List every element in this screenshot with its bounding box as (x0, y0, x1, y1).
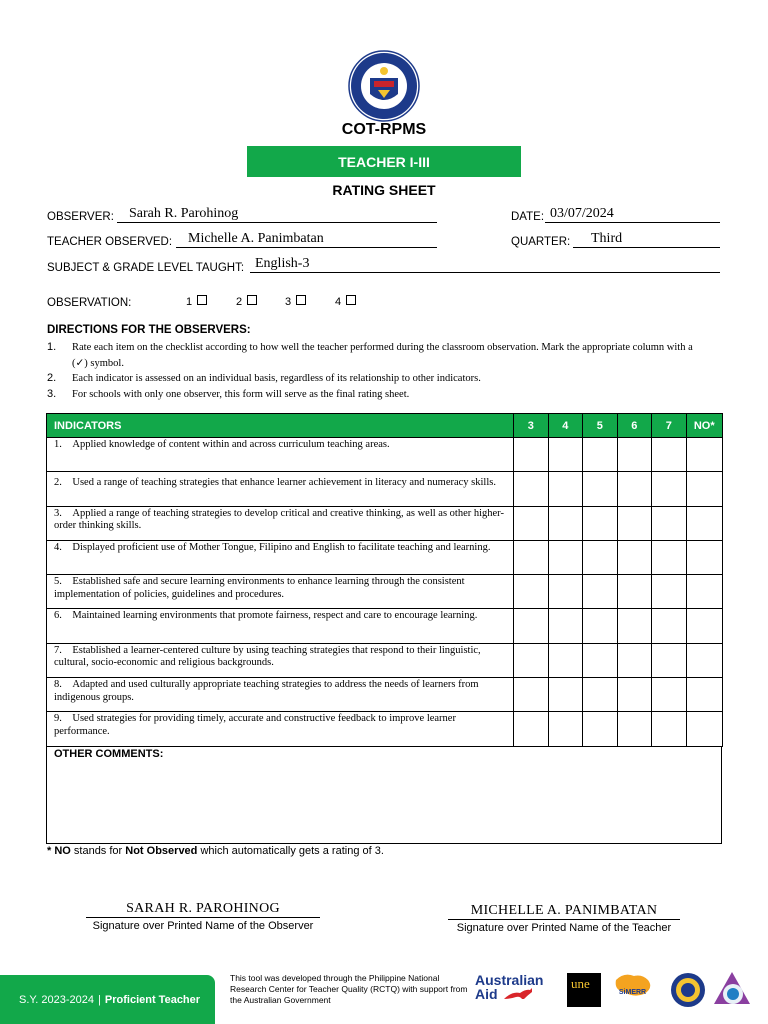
rating-cell[interactable] (514, 506, 549, 540)
column-header-4: 4 (548, 414, 583, 438)
column-header-7: 7 (652, 414, 687, 438)
quarter-label: QUARTER: (511, 236, 571, 248)
rating-cell[interactable] (686, 712, 723, 746)
indicator-text: 3. Applied a range of teaching strategies to develop critical and creative thinking, as well as other higher-order thinking skills. (47, 506, 514, 540)
rating-cell[interactable] (652, 438, 687, 472)
observer-signature-caption: Signature over Printed Name of the Observer (92, 920, 314, 932)
rating-cell[interactable] (514, 678, 549, 712)
rating-cell[interactable] (686, 540, 723, 574)
teacher-observed-label: TEACHER OBSERVED: (47, 236, 173, 248)
table-row (47, 472, 723, 506)
checkbox[interactable] (197, 295, 207, 305)
indicators-table (46, 413, 723, 747)
directions-title: DIRECTIONS FOR THE OBSERVERS: (47, 324, 251, 336)
rating-cell[interactable] (617, 506, 652, 540)
rating-cell[interactable] (617, 712, 652, 746)
rating-cell[interactable] (652, 575, 687, 609)
date-label: DATE: (511, 211, 545, 223)
observation-option-4[interactable]: 4 (335, 295, 356, 308)
rating-cell[interactable] (583, 643, 618, 677)
rating-cell[interactable] (686, 472, 723, 506)
column-header-5: 5 (583, 414, 618, 438)
rating-cell[interactable] (652, 506, 687, 540)
table-row (47, 506, 723, 540)
checkbox[interactable] (247, 295, 257, 305)
table-row (47, 712, 723, 746)
table-row (47, 540, 723, 574)
rating-cell[interactable] (514, 643, 549, 677)
table-header-row (47, 414, 723, 438)
direction-item: 3. For schools with only one observer, this form will serve as the final rating sheet. (47, 387, 410, 400)
observation-option-2[interactable]: 2 (236, 295, 257, 308)
simerr-logo: SiMERR (610, 972, 655, 1006)
directions-list (47, 340, 707, 402)
page-title: COT-RPMS (341, 121, 427, 138)
rating-cell[interactable] (583, 678, 618, 712)
rating-cell[interactable] (583, 712, 618, 746)
observer-field[interactable]: Sarah R. Parohinog (117, 206, 437, 223)
kangaroo-icon (502, 987, 536, 1001)
direction-item: 2. Each indicator is assessed on an individual basis, regardless of its relationship to other indicators. (47, 372, 481, 384)
indicator-text: 6. Maintained learning environments that promote fairness, respect and care to encourage learning. (47, 609, 514, 643)
rating-cell[interactable] (686, 438, 723, 472)
rating-cell[interactable] (583, 438, 618, 472)
observation-label: OBSERVATION: (47, 297, 132, 309)
other-comments-label: OTHER COMMENTS: (54, 748, 164, 760)
rating-cell[interactable] (548, 438, 583, 472)
rating-cell[interactable] (548, 575, 583, 609)
rating-cell[interactable] (583, 472, 618, 506)
column-header-3: 3 (514, 414, 549, 438)
table-row (47, 678, 723, 712)
deped-seal-logo (348, 50, 420, 122)
column-header-no: NO* (686, 414, 723, 438)
rating-cell[interactable] (652, 472, 687, 506)
direction-item: 1. Rate each item on the checklist according to how well the teacher performed during the classroom observation. Mark the appropriate column with a (✓) symbol. (47, 341, 693, 369)
column-header-6: 6 (617, 414, 652, 438)
rating-cell[interactable] (548, 609, 583, 643)
rating-cell[interactable] (514, 438, 549, 472)
rating-cell[interactable] (686, 609, 723, 643)
rating-cell[interactable] (583, 506, 618, 540)
indicator-text: 7. Established a learner-centered culture by using teaching strategies that respond to their linguistic, cultural, socio-economic and religious backgrounds. (47, 643, 514, 677)
rating-cell[interactable] (652, 643, 687, 677)
rating-cell[interactable] (617, 609, 652, 643)
rating-cell[interactable] (652, 712, 687, 746)
teacher-signature-block (448, 902, 680, 934)
rating-cell[interactable] (548, 506, 583, 540)
rating-cell[interactable] (548, 678, 583, 712)
observation-option-3[interactable]: 3 (285, 295, 306, 308)
table-row (47, 438, 723, 472)
rctq-seal-logo (670, 972, 706, 1008)
rating-cell[interactable] (686, 575, 723, 609)
rating-cell[interactable] (514, 575, 549, 609)
rating-cell[interactable] (583, 540, 618, 574)
observer-label: OBSERVER: (47, 211, 114, 223)
table-row (47, 609, 723, 643)
indicator-text: 1. Applied knowledge of content within and across curriculum teaching areas. (47, 438, 514, 472)
rctq-credit-text: This tool was developed through the Philippine National Research Center for Teacher Quality (RCTQ) with support from the Australian Government (230, 973, 468, 1005)
rating-cell[interactable] (617, 643, 652, 677)
subject-grade-field[interactable]: English-3 (250, 256, 720, 273)
indicator-text: 5. Established safe and secure learning environments to enhance learning through the consistent implementation of policies, guidelines and procedures. (47, 575, 514, 609)
indicator-text: 4. Displayed proficient use of Mother Tongue, Filipino and English to facilitate teaching and learning. (47, 540, 514, 574)
rating-cell[interactable] (617, 438, 652, 472)
school-year-badge: S.Y. 2023-2024 | Proficient Teacher (0, 975, 215, 1024)
not-observed-note: * NO stands for Not Observed which automatically gets a rating of 3. (47, 845, 384, 857)
rating-cell[interactable] (652, 609, 687, 643)
rating-cell[interactable] (548, 540, 583, 574)
date-field[interactable]: 03/07/2024 (545, 206, 720, 223)
rating-cell[interactable] (686, 643, 723, 677)
page-subtitle: RATING SHEET (332, 182, 436, 198)
rating-cell[interactable] (617, 472, 652, 506)
rctq-logo (712, 970, 752, 1008)
rating-cell[interactable] (548, 712, 583, 746)
observer-signature-block (86, 900, 320, 932)
rating-cell[interactable] (514, 540, 549, 574)
other-comments-box[interactable] (46, 747, 722, 844)
rating-cell[interactable] (617, 575, 652, 609)
rating-cell[interactable] (686, 678, 723, 712)
column-header-indicators: INDICATORS (47, 414, 514, 438)
rating-cell[interactable] (652, 678, 687, 712)
teacher-printed-name: MICHELLE A. PANIMBATAN (448, 902, 680, 920)
observer-printed-name: SARAH R. PAROHINOG (86, 900, 320, 918)
australian-aid-logo: Australian Aid (475, 972, 544, 1002)
quarter-field[interactable]: Third (573, 231, 720, 248)
table-row (47, 575, 723, 609)
rating-cell[interactable] (514, 609, 549, 643)
observation-option-1[interactable]: 1 (186, 295, 207, 308)
rating-cell[interactable] (617, 540, 652, 574)
une-logo: une (567, 973, 601, 1007)
teacher-signature-caption: Signature over Printed Name of the Teacher (456, 922, 672, 934)
rating-cell[interactable] (686, 506, 723, 540)
indicator-text: 8. Adapted and used culturally appropriate teaching strategies to address the needs of learners from indigenous groups. (47, 678, 514, 712)
indicator-text: 2. Used a range of teaching strategies that enhance learner achievement in literacy and numeracy skills. (47, 472, 514, 506)
rating-cell[interactable] (652, 540, 687, 574)
teacher-level-band: TEACHER I-III (247, 146, 521, 177)
rating-cell[interactable] (514, 472, 549, 506)
rating-cell[interactable] (514, 712, 549, 746)
checkbox[interactable] (296, 295, 306, 305)
indicator-text: 9. Used strategies for providing timely, accurate and constructive feedback to improve learner performance. (47, 712, 514, 746)
teacher-observed-field[interactable]: Michelle A. Panimbatan (176, 231, 437, 248)
rating-cell[interactable] (548, 643, 583, 677)
rating-cell[interactable] (548, 472, 583, 506)
checkbox[interactable] (346, 295, 356, 305)
table-row (47, 643, 723, 677)
rating-cell[interactable] (617, 678, 652, 712)
subject-grade-label: SUBJECT & GRADE LEVEL TAUGHT: (47, 262, 245, 274)
rating-cell[interactable] (583, 575, 618, 609)
rating-cell[interactable] (583, 609, 618, 643)
